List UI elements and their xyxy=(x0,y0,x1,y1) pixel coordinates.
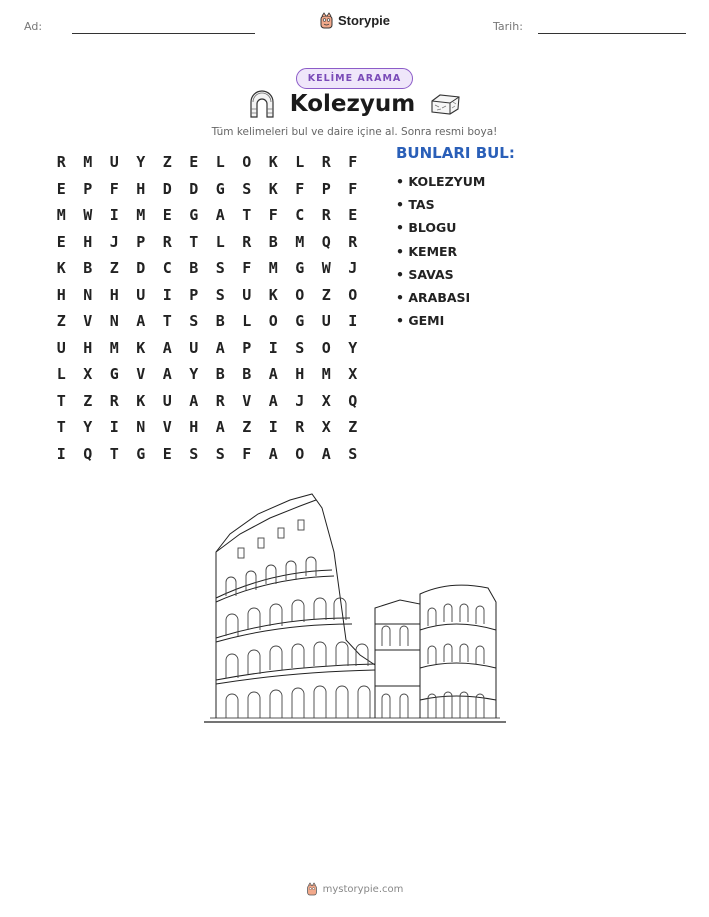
grid-letter[interactable]: A xyxy=(321,444,331,463)
word-list-heading: BUNLARI BUL: xyxy=(396,144,515,162)
grid-letter[interactable]: E xyxy=(348,206,358,225)
grid-letter[interactable]: G xyxy=(189,206,199,225)
grid-letter[interactable]: H xyxy=(83,338,93,357)
grid-letter[interactable]: I xyxy=(109,206,119,225)
grid-letter[interactable]: L xyxy=(242,312,252,331)
grid-letter[interactable]: J xyxy=(348,259,358,278)
grid-letter[interactable]: O xyxy=(295,444,305,463)
grid-letter[interactable]: U xyxy=(242,285,252,304)
grid-letter[interactable]: Y xyxy=(189,365,199,384)
grid-letter[interactable]: Z xyxy=(348,418,358,437)
grid-letter[interactable]: P xyxy=(83,179,93,198)
grid-letter[interactable]: I xyxy=(268,338,278,357)
grid-letter[interactable]: I xyxy=(162,285,172,304)
grid-letter[interactable]: F xyxy=(295,179,305,198)
grid-letter[interactable]: Z xyxy=(242,418,252,437)
grid-letter[interactable]: F xyxy=(242,259,252,278)
grid-letter[interactable]: P xyxy=(321,179,331,198)
grid-letter[interactable]: A xyxy=(189,391,199,410)
grid-letter[interactable]: S xyxy=(348,444,358,463)
grid-letter[interactable]: U xyxy=(56,338,66,357)
grid-letter[interactable]: O xyxy=(242,153,252,172)
grid-letter[interactable]: U xyxy=(162,391,172,410)
grid-letter[interactable]: I xyxy=(268,418,278,437)
grid-letter[interactable]: S xyxy=(189,312,199,331)
name-label: Ad: xyxy=(24,20,43,33)
grid-row xyxy=(48,229,366,256)
grid-letter[interactable]: A xyxy=(162,338,172,357)
grid-letter[interactable]: K xyxy=(136,391,146,410)
grid-letter[interactable]: O xyxy=(348,285,358,304)
grid-letter[interactable]: K xyxy=(268,285,278,304)
grid-letter[interactable]: R xyxy=(162,232,172,251)
grid-letter[interactable]: M xyxy=(268,259,278,278)
grid-letter[interactable]: K xyxy=(268,153,278,172)
colosseum-illustration[interactable] xyxy=(200,490,510,730)
grid-letter[interactable]: M xyxy=(136,206,146,225)
grid-letter[interactable]: R xyxy=(56,153,66,172)
grid-letter[interactable]: B xyxy=(242,365,252,384)
grid-letter[interactable]: I xyxy=(56,444,66,463)
brand-name: Storypie xyxy=(337,13,390,28)
storypie-logo-icon xyxy=(319,12,334,29)
instructions: Tüm kelimeleri bul ve daire içine al. Sonra resmi boya! xyxy=(211,126,498,138)
grid-letter[interactable]: U xyxy=(109,153,119,172)
grid-row xyxy=(48,282,366,309)
grid-letter[interactable]: M xyxy=(321,365,331,384)
grid-letter[interactable]: T xyxy=(242,206,252,225)
grid-letter[interactable]: A xyxy=(162,365,172,384)
grid-letter[interactable]: B xyxy=(268,232,278,251)
grid-letter[interactable]: E xyxy=(162,206,172,225)
grid-letter[interactable]: X xyxy=(348,365,358,384)
grid-row xyxy=(48,335,366,362)
grid-letter[interactable]: V xyxy=(162,418,172,437)
grid-letter[interactable]: Y xyxy=(83,418,93,437)
date-field-line[interactable] xyxy=(538,33,686,34)
grid-letter[interactable]: L xyxy=(215,232,225,251)
grid-row xyxy=(48,149,366,176)
page-title: Kolezyum xyxy=(289,91,416,117)
grid-letter[interactable]: X xyxy=(321,391,331,410)
word-list-item: • TAS xyxy=(396,197,435,213)
grid-letter[interactable]: A xyxy=(268,444,278,463)
grid-letter[interactable]: R xyxy=(321,153,331,172)
grid-letter[interactable]: Q xyxy=(321,232,331,251)
grid-row xyxy=(48,308,366,335)
grid-letter[interactable]: Z xyxy=(109,259,119,278)
word-list-item: • SAVAS xyxy=(396,266,454,282)
grid-row xyxy=(48,414,366,441)
grid-letter[interactable]: P xyxy=(136,232,146,251)
grid-letter[interactable]: A xyxy=(268,391,278,410)
grid-row xyxy=(48,176,366,203)
grid-letter[interactable]: B xyxy=(83,259,93,278)
grid-letter[interactable]: S xyxy=(215,444,225,463)
grid-letter[interactable]: P xyxy=(189,285,199,304)
grid-letter[interactable]: Z xyxy=(162,153,172,172)
grid-letter[interactable]: B xyxy=(215,312,225,331)
word-list xyxy=(396,144,515,332)
grid-letter[interactable]: E xyxy=(56,179,66,198)
word-list-item: • KOLEZYUM xyxy=(396,174,486,189)
grid-letter[interactable]: S xyxy=(215,285,225,304)
grid-letter[interactable]: G xyxy=(295,312,305,331)
date-label: Tarih: xyxy=(493,20,523,33)
grid-letter[interactable]: A xyxy=(268,365,278,384)
grid-letter[interactable]: L xyxy=(56,365,66,384)
word-list-item: • BLOGU xyxy=(396,220,457,236)
grid-letter[interactable]: Q xyxy=(83,444,93,463)
grid-letter[interactable]: G xyxy=(215,179,225,198)
grid-letter[interactable]: Y xyxy=(136,153,146,172)
grid-letter[interactable]: T xyxy=(189,232,199,251)
grid-letter[interactable]: T xyxy=(109,444,119,463)
grid-row xyxy=(48,255,366,282)
grid-letter[interactable]: B xyxy=(189,259,199,278)
stone-block-icon xyxy=(429,92,461,116)
grid-letter[interactable]: T xyxy=(162,312,172,331)
grid-letter[interactable]: R xyxy=(348,232,358,251)
grid-letter[interactable]: E xyxy=(56,232,66,251)
grid-letter[interactable]: H xyxy=(189,418,199,437)
grid-letter[interactable]: L xyxy=(215,153,225,172)
grid-letter[interactable]: N xyxy=(109,312,119,331)
grid-letter[interactable]: K xyxy=(56,259,66,278)
grid-letter[interactable]: R xyxy=(242,232,252,251)
grid-letter[interactable]: H xyxy=(136,179,146,198)
grid-letter[interactable]: C xyxy=(162,259,172,278)
grid-letter[interactable]: J xyxy=(295,391,305,410)
grid-letter[interactable]: P xyxy=(242,338,252,357)
grid-letter[interactable]: K xyxy=(268,179,278,198)
grid-letter[interactable]: E xyxy=(189,153,199,172)
footer xyxy=(0,881,709,900)
grid-letter[interactable]: Z xyxy=(83,391,93,410)
word-list-item: • KEMER xyxy=(396,243,458,259)
grid-letter[interactable]: H xyxy=(295,365,305,384)
grid-letter[interactable]: S xyxy=(189,444,199,463)
grid-letter[interactable]: H xyxy=(109,285,119,304)
grid-letter[interactable]: L xyxy=(295,153,305,172)
grid-letter[interactable]: I xyxy=(348,312,358,331)
word-search-grid[interactable] xyxy=(48,149,366,467)
grid-letter[interactable]: S xyxy=(215,259,225,278)
grid-letter[interactable]: F xyxy=(109,179,119,198)
grid-letter[interactable]: K xyxy=(136,338,146,357)
grid-letter[interactable]: F xyxy=(348,179,358,198)
grid-letter[interactable]: T xyxy=(56,391,66,410)
grid-letter[interactable]: N xyxy=(83,285,93,304)
grid-letter[interactable]: R xyxy=(109,391,119,410)
grid-letter[interactable]: U xyxy=(189,338,199,357)
storypie-logo-icon xyxy=(306,882,318,896)
grid-letter[interactable]: O xyxy=(295,285,305,304)
grid-letter[interactable]: I xyxy=(109,418,119,437)
grid-letter[interactable]: V xyxy=(242,391,252,410)
grid-letter[interactable]: B xyxy=(215,365,225,384)
grid-row xyxy=(48,361,366,388)
grid-letter[interactable]: G xyxy=(295,259,305,278)
grid-letter[interactable]: S xyxy=(242,179,252,198)
grid-letter[interactable]: F xyxy=(242,444,252,463)
grid-letter[interactable]: X xyxy=(83,365,93,384)
grid-letter[interactable]: E xyxy=(162,444,172,463)
grid-letter[interactable]: N xyxy=(136,418,146,437)
grid-row xyxy=(48,441,366,468)
grid-letter[interactable]: M xyxy=(295,232,305,251)
grid-letter[interactable]: D xyxy=(162,179,172,198)
grid-letter[interactable]: U xyxy=(321,312,331,331)
arch-icon xyxy=(248,90,276,118)
word-list-item: • GEMI xyxy=(396,313,445,329)
grid-letter[interactable]: A xyxy=(215,418,225,437)
word-list-item: • ARABASI xyxy=(396,289,471,305)
grid-letter[interactable]: A xyxy=(136,312,146,331)
grid-row xyxy=(48,388,366,415)
grid-letter[interactable]: D xyxy=(136,259,146,278)
grid-letter[interactable]: Z xyxy=(321,285,331,304)
grid-letter[interactable]: R xyxy=(295,418,305,437)
grid-letter[interactable]: W xyxy=(83,206,93,225)
grid-letter[interactable]: O xyxy=(321,338,331,357)
grid-letter[interactable]: G xyxy=(109,365,119,384)
grid-letter[interactable]: Y xyxy=(348,338,358,357)
grid-letter[interactable]: A xyxy=(215,206,225,225)
grid-letter[interactable]: F xyxy=(348,153,358,172)
activity-badge: KELİME ARAMA xyxy=(296,68,414,89)
grid-letter[interactable]: V xyxy=(83,312,93,331)
grid-letter[interactable]: R xyxy=(321,206,331,225)
grid-letter[interactable]: H xyxy=(83,232,93,251)
grid-letter[interactable]: G xyxy=(136,444,146,463)
grid-row xyxy=(48,202,366,229)
grid-letter[interactable]: X xyxy=(321,418,331,437)
brand xyxy=(0,12,709,33)
grid-letter[interactable]: R xyxy=(215,391,225,410)
grid-letter[interactable]: F xyxy=(268,206,278,225)
grid-letter[interactable]: M xyxy=(56,206,66,225)
grid-letter[interactable]: Q xyxy=(348,391,358,410)
grid-letter[interactable]: V xyxy=(136,365,146,384)
grid-letter[interactable]: C xyxy=(295,206,305,225)
grid-letter[interactable]: D xyxy=(189,179,199,198)
grid-letter[interactable]: M xyxy=(109,338,119,357)
grid-letter[interactable]: M xyxy=(83,153,93,172)
name-field-line[interactable] xyxy=(72,33,255,34)
grid-letter[interactable]: Z xyxy=(56,312,66,331)
grid-letter[interactable]: J xyxy=(109,232,119,251)
grid-letter[interactable]: H xyxy=(56,285,66,304)
grid-letter[interactable]: S xyxy=(295,338,305,357)
footer-website[interactable]: mystorypie.com xyxy=(322,883,404,895)
grid-letter[interactable]: O xyxy=(268,312,278,331)
grid-letter[interactable]: U xyxy=(136,285,146,304)
grid-letter[interactable]: A xyxy=(215,338,225,357)
grid-letter[interactable]: W xyxy=(321,259,331,278)
grid-letter[interactable]: T xyxy=(56,418,66,437)
